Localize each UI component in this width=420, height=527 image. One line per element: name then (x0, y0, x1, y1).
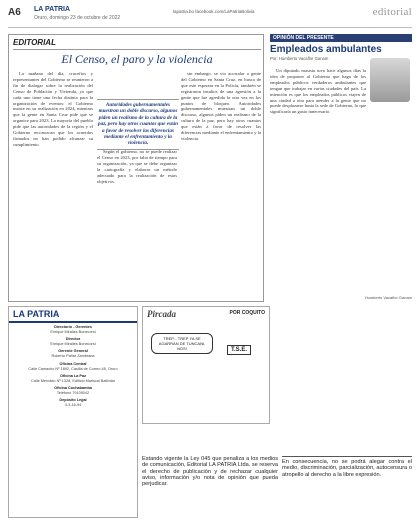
cartoon-sign: T.S.E. (227, 345, 251, 355)
opinion-body-text: Un diputado masista tuvo hace algunos días la idea de proponer al Gobierno que haga de los empleados públicos verdaderos ambulantes que tengan que trabajar en varias ciudades del país. La intención es que los empleados públicos viajen de una ciudad a otra para atender a la gente que no puede desplazarse hasta la sede de Gobierno, lo que significaría un gasto innecesario. (270, 68, 366, 115)
masthead-block-text: Calle Camacho Nº 1892, Casilla de Correo 48, Oruro (28, 366, 118, 371)
masthead-block (12, 325, 134, 335)
author-photo (370, 58, 410, 102)
editorial-column-1 (13, 71, 93, 301)
legal-notice-right-wrap (282, 456, 412, 516)
speech-bubble: TREP... TREP YA SE AGARRAN DE TUNCANI, NOS! (151, 333, 213, 354)
opinion-body (270, 68, 366, 300)
masthead-block-label: Directorio - Gerentes (54, 325, 92, 329)
masthead-block-label: Oficina La Paz (60, 373, 86, 378)
masthead-block (12, 337, 134, 347)
page-number: A6 (8, 7, 21, 18)
opinion-author: Por: Humberto Vacaflor Ganam (270, 56, 329, 61)
masthead-block-text: Teléfono 79109042 (56, 391, 90, 396)
header-date: Oruro, domingo 23 de octubre de 2022 (34, 15, 121, 21)
masthead-block-label: Oficina Central (59, 361, 87, 366)
editorial-col3-text: sin embargo, se vio acorralar a gente del Gobierno en Santa Cruz, en busca de que este esperara en la Policía, también se registraron insultos de una agresión a la gente que fue agredida la otra vez en los puntos de bloqueo. Autoridades gubernamentales muestran un doble discurso, algunos piden un realismo de la cultura de la paz, pero hay otros cuantos que están a favor de resolver las diferencias mediante el enfrentamiento y la violencia. (181, 71, 261, 141)
masthead-block (12, 386, 134, 396)
editorial-pull-quote: Autoridades gubernamentales muestran un doble discurso, algunos piden un realismo de la cultura de la paz, pero hay otros cuantos que están a favor de resolver las diferencias mediante el enfrentamiento y la violencia. (97, 99, 179, 150)
legal-notice-left: Estando vigente la Ley 045 que penaliza a los medios de comunicación, Editorial LA PATRIA Ltda. se reserva el derecho de publicación y de rechazar cualquier aviso, información y/o nota de opinión que pueda perjudicar. (142, 456, 278, 488)
editorial-title: El Censo, el paro y la violencia (61, 52, 213, 66)
opinion-title: Empleados ambulantes (270, 44, 382, 55)
masthead-title: LA PATRIA (9, 307, 137, 323)
cartoon-byline: POR COQUITO (229, 310, 265, 316)
opinion-kicker: OPINIÓN DEL PRESENTE (270, 34, 412, 42)
header-center-text: lapatria.bo facebook.com/LaPatriaBolivia (173, 9, 255, 14)
masthead-block-text: Enrique Miralles Bonecorsi (50, 330, 96, 335)
cartoon-logo: Pircada (147, 309, 176, 319)
header-brand: LA PATRIA (34, 6, 71, 13)
masthead-block-label: Oficina Cochabamba (54, 385, 92, 390)
masthead-block (12, 349, 134, 359)
editorial-col1-text: La mañana del día, crucefios y representantes del Gobierno se reunieron a fin de dialogar sobre la realización del Censo de Población y Vivienda, ya que cada uno tiene una fecha distinta para la organización de eventos: el Gobierno insiste en su realización en 2024, mientras que la gente en Santa Cruz pide que se organice para 2023. La mayoría del pueblo pide que las autoridades de la región y el Gobierno reconozcan que los acuerdos firmados no han podido alcanzar su cumplimiento. (13, 71, 93, 147)
masthead-block (12, 374, 134, 384)
section-name: editorial (372, 6, 412, 18)
masthead-block-label: Gerente General (58, 349, 88, 354)
page-header (8, 6, 412, 28)
editorial-article (8, 34, 264, 302)
masthead-block-label: Director (65, 337, 81, 342)
masthead-block-text: Calle Mercado Nº 1328, Edificio Mariscal Ballivián (31, 378, 115, 383)
masthead-block (12, 398, 134, 408)
opinion-signature: Humberto Vacaflor Ganam (364, 295, 412, 300)
masthead-block-text: Roberto Pañar Zambrana (51, 354, 95, 359)
cartoon (142, 306, 270, 424)
opinion-article (270, 34, 412, 302)
masthead (8, 306, 138, 518)
legal-notice-right: En consecuencia, no se podrá alegar contra el medio, discriminación, parcialización, autocensura o atropello al derecho a la libre expresión. (282, 456, 412, 478)
masthead-block-label: Depósito Legal (59, 398, 87, 403)
editorial-col2-text: Según el gobierno, no se puede realizar el Censo en 2023, por falta de tiempo para su organización, ya que se debe organizar la cartografía y elaborar un método adecuado para la realización de estos objetivos. (97, 149, 177, 184)
masthead-body (9, 323, 137, 412)
masthead-block-text: Enrique Miralles Bonecorsi (50, 342, 96, 347)
editorial-column-3 (181, 71, 261, 301)
editorial-kicker: EDITORIAL (13, 38, 261, 50)
editorial-column-2 (97, 149, 177, 301)
masthead-block (12, 362, 134, 372)
masthead-block-text: 4-3-16-94 (64, 403, 82, 408)
